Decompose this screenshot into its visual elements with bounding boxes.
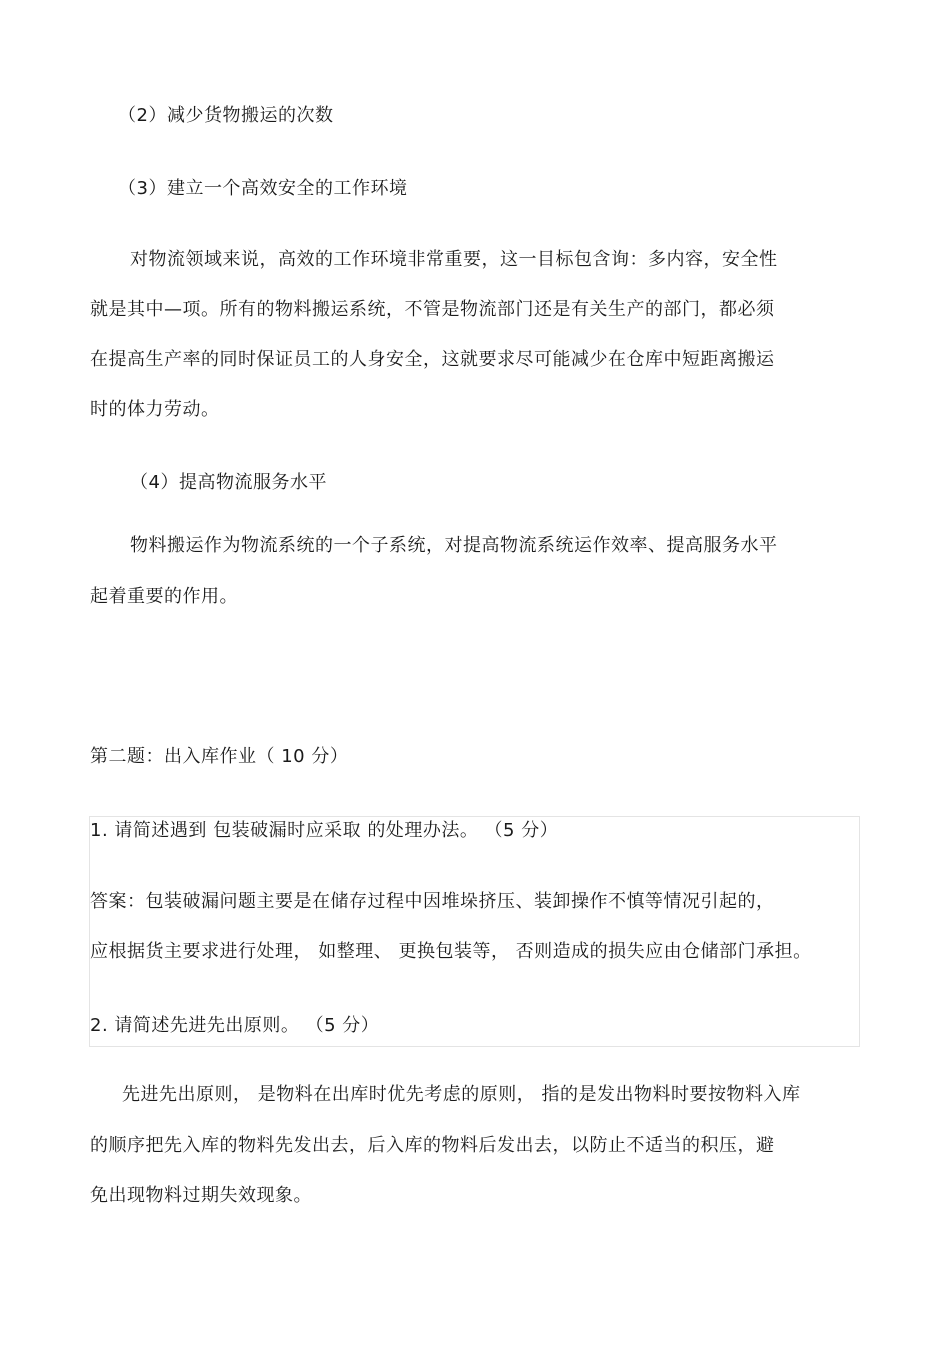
paragraph-line: 先进先出原则， 是物料在出库时优先考虑的原则， 指的是发出物料时要按物料入库 [122,1084,801,1105]
question-2: 2. 请简述先进先出原则。 （5 分） [90,1015,380,1036]
list-item-3: （3）建立一个高效安全的工作环境 [118,178,408,199]
answer-line: 应根据货主要求进行处理， 如整理、 更换包装等， 否则造成的损失应由仓储部门承担。 [90,941,812,962]
answer-line: 答案：包装破漏问题主要是在储存过程中因堆垛挤压、装卸操作不慎等情况引起的， [90,891,775,912]
paragraph-line: 起着重要的作用。 [90,586,238,607]
paragraph-line: 在提高生产率的同时保证员工的人身安全，这就要求尽可能减少在仓库中短距离搬运 [90,349,775,370]
question-box [89,816,860,1047]
paragraph-line: 物料搬运作为物流系统的一个子系统，对提高物流系统运作效率、提高服务水平 [130,535,778,556]
paragraph-line: 对物流领域来说，高效的工作环境非常重要，这一目标包含询：多内容，安全性 [130,249,778,270]
paragraph-line: 就是其中—项。所有的物料搬运系统，不管是物流部门还是有关生产的部门，都必须 [90,299,775,320]
question-1: 1. 请简述遇到 包装破漏时应采取 的处理办法。 （5 分） [90,820,559,841]
paragraph-line: 的顺序把先入库的物料先发出去，后入库的物料后发出去，以防止不适当的积压，避 [90,1135,775,1156]
paragraph-line: 时的体力劳动。 [90,399,220,420]
paragraph-line: 免出现物料过期失效现象。 [90,1185,312,1206]
list-item-4: （4）提高物流服务水平 [130,472,327,493]
list-item-2: （2）减少货物搬运的次数 [118,105,334,126]
section-title: 第二题：出入库作业（ 10 分） [90,746,349,767]
